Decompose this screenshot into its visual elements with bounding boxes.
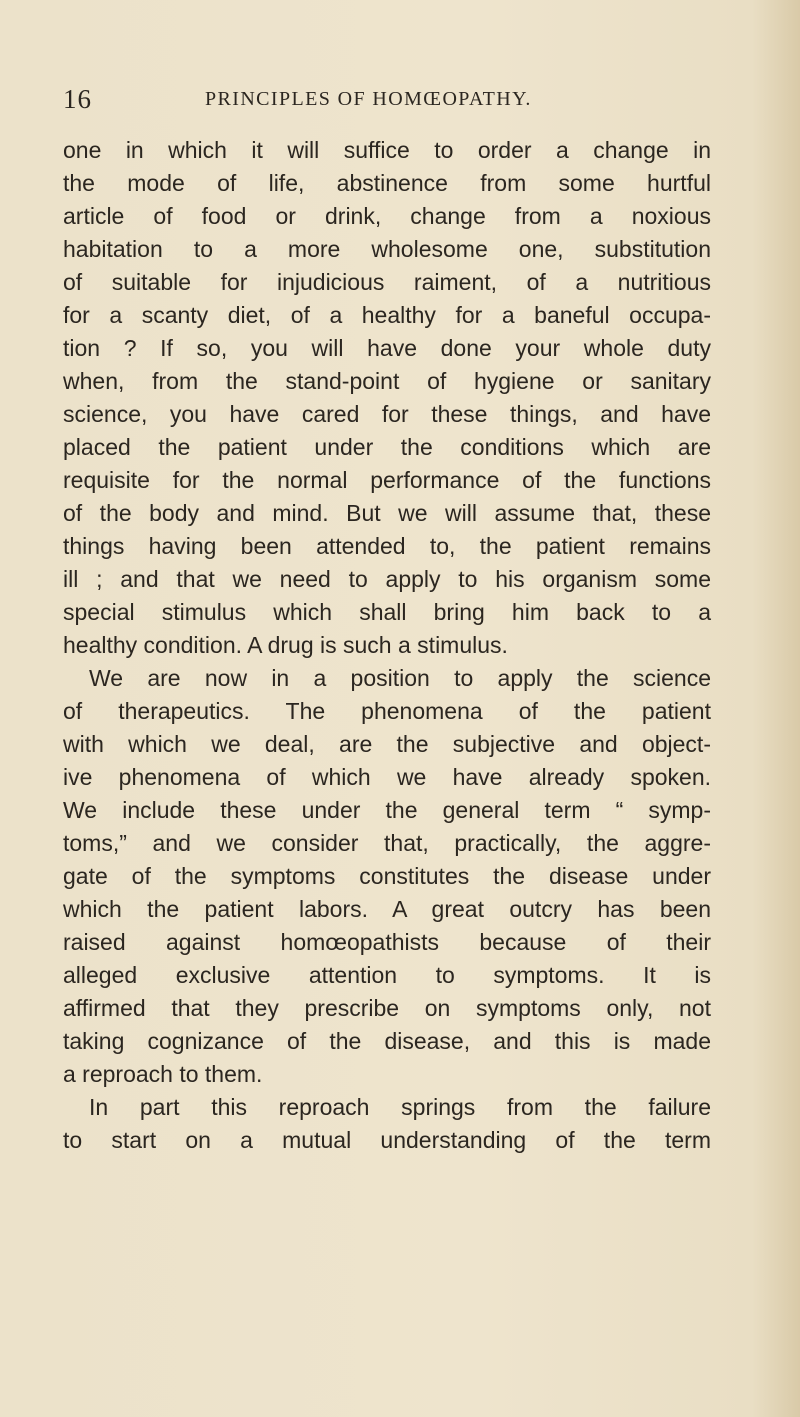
text-line: to start on a mutual understanding of the term: [63, 1127, 711, 1153]
running-head: [63, 84, 713, 120]
text-line: when, from the stand-point of hygiene or sanitary: [63, 368, 711, 394]
text-line: a reproach to them.: [63, 1061, 263, 1087]
text-line: things having been attended to, the patient remains: [63, 533, 711, 559]
running-title: PRINCIPLES OF HOMŒOPATHY.: [205, 88, 532, 110]
text-line: healthy condition. A drug is such a stimulus.: [63, 632, 508, 658]
text-line: requisite for the normal performance of the functions: [63, 467, 711, 493]
text-line: with which we deal, are the subjective and object-: [63, 731, 711, 757]
text-line: ive phenomena of which we have already spoken.: [63, 764, 711, 790]
text-line: affirmed that they prescribe on symptoms only, not: [63, 995, 711, 1021]
text-line: gate of the symptoms constitutes the disease under: [63, 863, 711, 889]
text-line: which the patient labors. A great outcry has been: [63, 896, 711, 922]
text-line: tion ? If so, you will have done your whole duty: [63, 335, 711, 361]
text-line: the mode of life, abstinence from some hurtful: [63, 170, 711, 196]
text-line: of therapeutics. The phenomena of the patient: [63, 698, 711, 724]
text-line: We include these under the general term “ symp-: [63, 797, 711, 823]
paragraph-first-line: We are now in a position to apply the science: [89, 665, 711, 691]
text-line: one in which it will suffice to order a change in: [63, 137, 711, 163]
text-line: article of food or drink, change from a noxious: [63, 203, 711, 229]
paragraph-first-line: In part this reproach springs from the failure: [89, 1094, 711, 1120]
text-line: for a scanty diet, of a healthy for a baneful occupa-: [63, 302, 711, 328]
text-line: of the body and mind. But we will assume that, these: [63, 500, 711, 526]
text-line: science, you have cared for these things, and have: [63, 401, 711, 427]
text-line: special stimulus which shall bring him back to a: [63, 599, 711, 625]
text-line: toms,” and we consider that, practically, the aggre-: [63, 830, 711, 856]
text-line: habitation to a more wholesome one, substitution: [63, 236, 711, 262]
page-number: 16: [63, 84, 92, 114]
text-line: taking cognizance of the disease, and this is made: [63, 1028, 711, 1054]
text-line: alleged exclusive attention to symptoms. It is: [63, 962, 711, 988]
text-line: of suitable for injudicious raiment, of a nutritious: [63, 269, 711, 295]
text-line: ill ; and that we need to apply to his organism some: [63, 566, 711, 592]
body-text: [63, 134, 711, 1157]
text-line: raised against homœopathists because of their: [63, 929, 711, 955]
text-line: placed the patient under the conditions which are: [63, 434, 711, 460]
